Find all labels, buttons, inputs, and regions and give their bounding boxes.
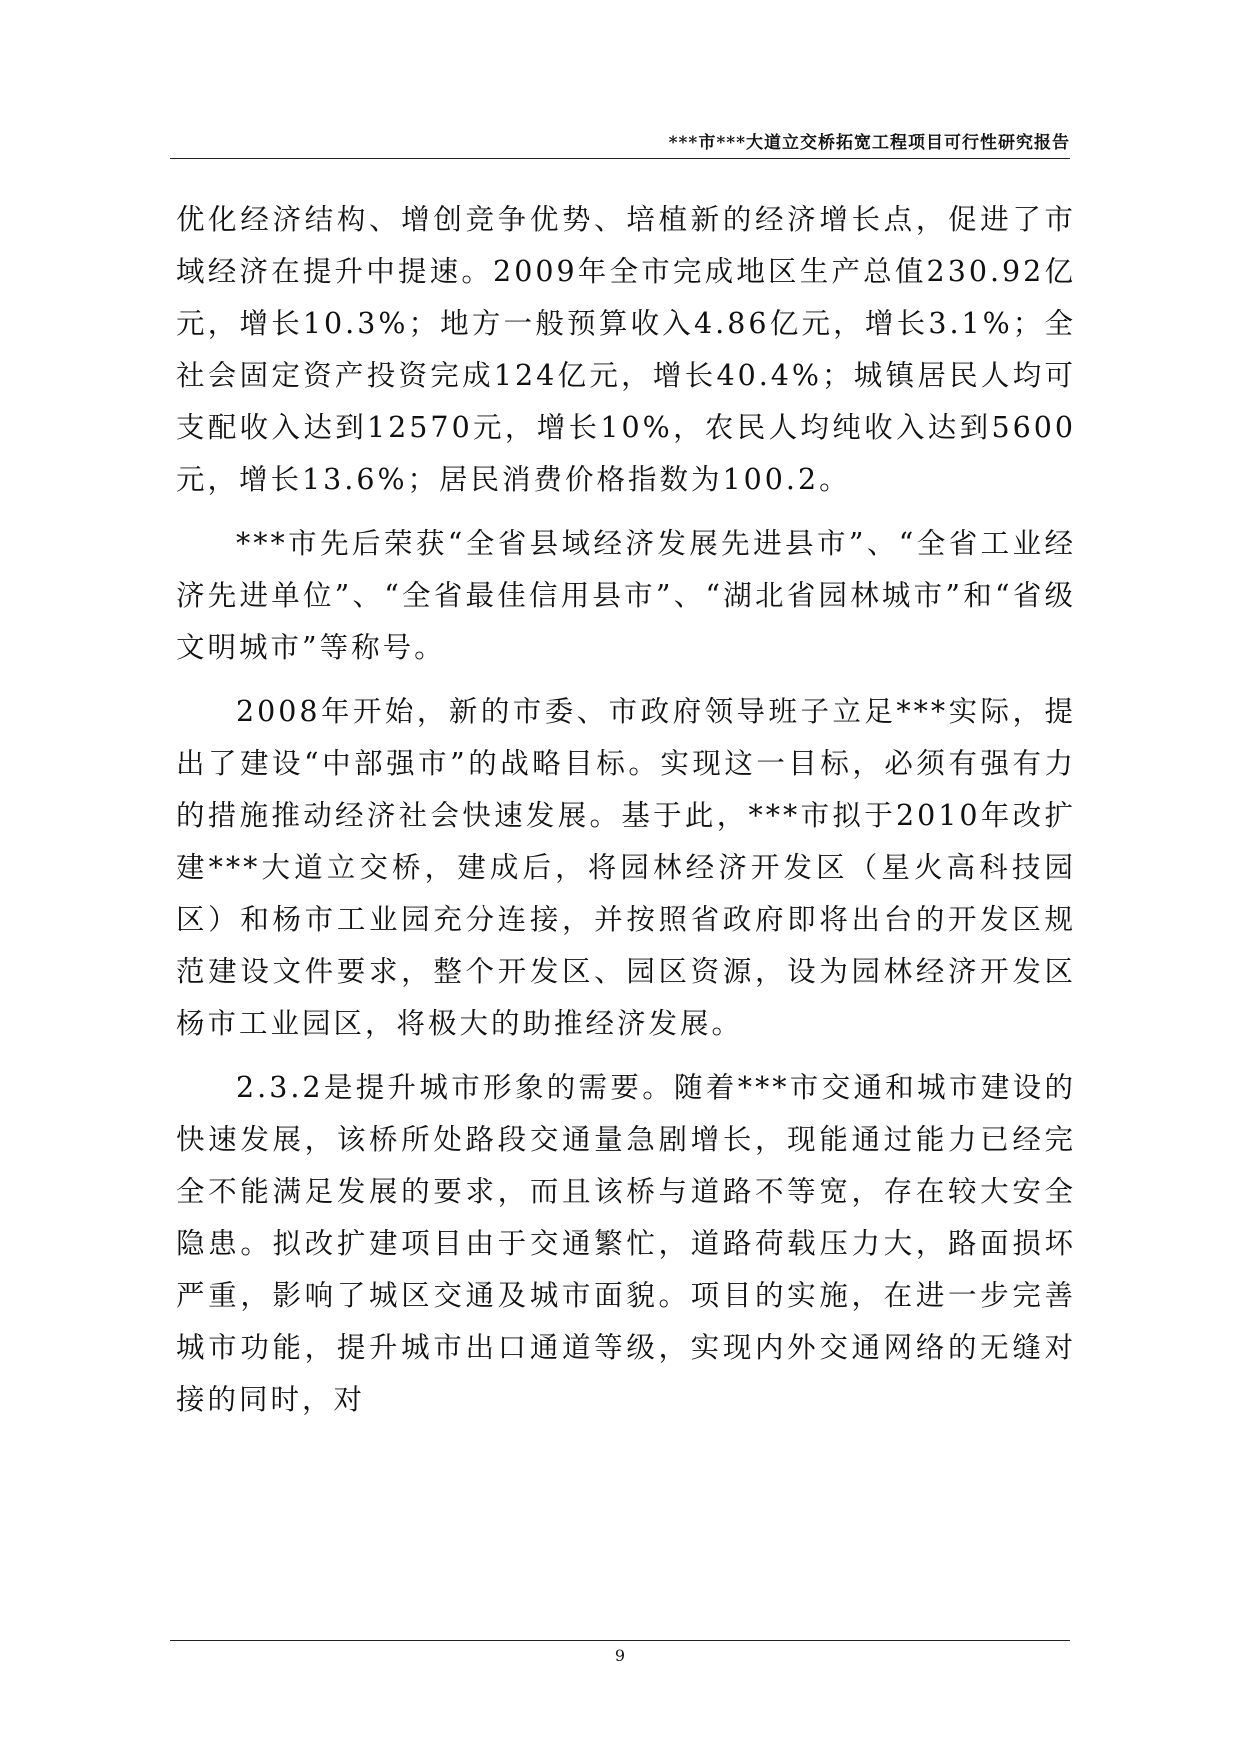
footer-divider <box>170 1640 1070 1641</box>
running-header: ***市***大道立交桥拓宽工程项目可行性研究报告 <box>668 133 1070 153</box>
page-number: 9 <box>614 1646 626 1665</box>
paragraph-strategy: 2008年开始，新的市委、市政府领导班子立足***实际，提出了建设“中部强市”的战略目标。实现这一目标，必须有强有力的措施推动经济社会快速发展。基于此，***市拟于2010年改扩建***大道立交桥，建成后，将园林经济开发区（星火高科技园区）和杨市工业园充分连接，并按照省政府即将出台的开发区规范建设文件要求，整个开发区、园区资源，设为园林经济开发区杨市工业园区，将极大的助推经济发展。 <box>176 695 1076 1040</box>
paragraph-economy: 优化经济结构、增创竞争优势、培植新的经济增长点，促进了市域经济在提升中提速。2009年全市完成地区生产总值230.92亿元，增长10.3%；地方一般预算收入4.86亿元，增长3.1%；全社会固定资产投资完成124亿元，增长40.4%；城镇居民人均可支配收入达到12570元，增长10%，农民人均纯收入达到5600元，增长13.6%；居民消费价格指数为100.2。 <box>176 203 1076 496</box>
document-body <box>176 194 1076 1438</box>
header-divider <box>170 158 1070 159</box>
paragraph-honors: ***市先后荣获“全省县域经济发展先进县市”、“全省工业经济先进单位”、“全省最佳信用县市”、“湖北省园林城市”和“省级文明城市”等称号。 <box>176 527 1076 664</box>
paragraph-city-image: 2.3.2是提升城市形象的需要。随着***市交通和城市建设的快速发展，该桥所处路段交通量急剧增长，现能通过能力已经完全不能满足发展的要求，而且该桥与道路不等宽，存在较大安全隐患。拟改扩建项目由于交通繁忙，道路荷载压力大，路面损坏严重，影响了城区交通及城市面貌。项目的实施，在进一步完善城市功能，提升城市出口通道等级，实现内外交通网络的无缝对接的同时，对 <box>176 1071 1076 1416</box>
